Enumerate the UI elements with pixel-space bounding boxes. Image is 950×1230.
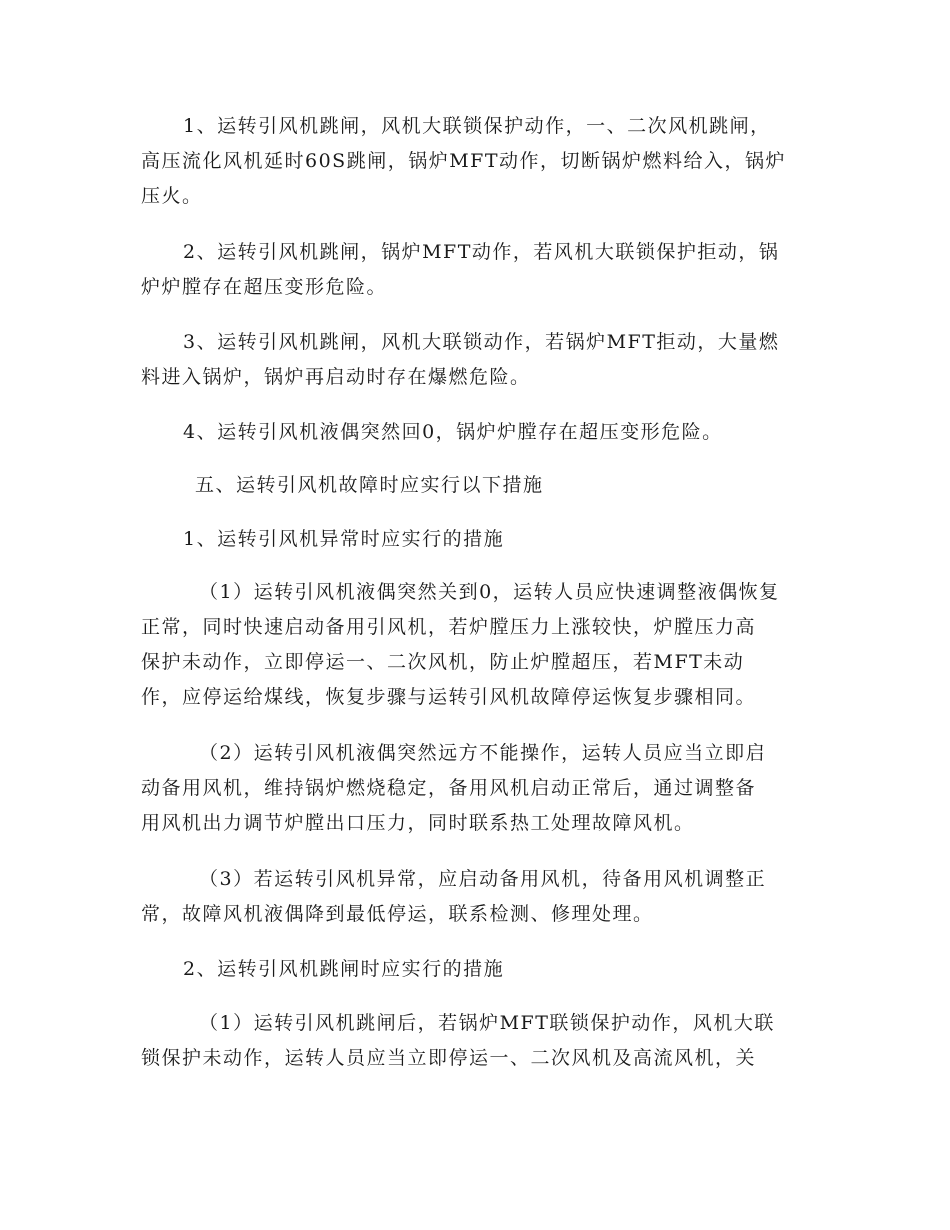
heading-text: 五、运转引风机故障时应实行以下措施 (195, 474, 544, 496)
text-line: 常，故障风机液偶降到最低停运，联系检测、修理处理。 (141, 903, 654, 925)
text-line: 炉炉膛存在超压变形危险。 (141, 276, 388, 298)
paragraph-3 (141, 325, 821, 395)
text-line: 高压流化风机延时60S跳闸，锅炉MFT动作，切断锅炉燃料给入，锅炉 (141, 150, 787, 172)
text-line: 用风机出力调节炉膛出口压力，同时联系热工处理故障风机。 (141, 812, 695, 834)
heading-text: 1、运转引风机异常时应实行的措施 (183, 528, 505, 550)
section-heading (141, 468, 821, 503)
paragraph-2 (141, 235, 821, 305)
text-line: 动备用风机，维持锅炉燃烧稳定，备用风机启动正常后，通过调整备 (141, 777, 757, 799)
text-line: 料进入锅炉，锅炉再启动时存在爆燃危险。 (141, 366, 531, 388)
heading-text: 2、运转引风机跳闸时应实行的措施 (183, 958, 505, 980)
text-line: （1）运转引风机跳闸后，若锅炉MFT联锁保护动作，风机大联 (199, 1012, 775, 1034)
sub-item-3 (141, 862, 821, 932)
paragraph-1 (141, 109, 821, 214)
sub-item-2 (141, 736, 821, 841)
text-line: （1）运转引风机液偶突然关到0，运转人员应快速调整液偶恢复 (199, 581, 780, 603)
text-line: 3、运转引风机跳闸，风机大联锁动作，若锅炉MFT拒动，大量燃 (183, 331, 780, 353)
text-line: 2、运转引风机跳闸，锅炉MFT动作，若风机大联锁保护拒动，锅 (183, 241, 780, 263)
sub-item-1 (141, 575, 821, 715)
text-line: 保护未动作，立即停运一、二次风机，防止炉膛超压，若MFT未动 (141, 651, 745, 673)
sub-item-4 (141, 1006, 821, 1076)
text-line: （2）运转引风机液偶突然远方不能操作，运转人员应当立即启 (199, 742, 767, 764)
text-line: 1、运转引风机跳闸，风机大联锁保护动作，一、二次风机跳闸， (183, 115, 771, 137)
text-line: 锁保护未动作，运转人员应当立即停运一、二次风机及高流风机，关 (141, 1047, 757, 1069)
subsection-heading-1 (141, 522, 821, 557)
paragraph-4 (141, 415, 821, 450)
text-line: 正常，同时快速启动备用引风机，若炉膛压力上涨较快，炉膛压力高 (141, 616, 757, 638)
text-line: 4、运转引风机液偶突然回0，锅炉炉膛存在超压变形危险。 (183, 421, 723, 443)
text-line: 作，应停运给煤线，恢复步骤与运转引风机故障停运恢复步骤相同。 (141, 686, 757, 708)
text-line: （3）若运转引风机异常，应启动备用风机，待备用风机调整正 (199, 868, 767, 890)
text-line: 压火。 (141, 185, 203, 207)
subsection-heading-2 (141, 952, 821, 987)
